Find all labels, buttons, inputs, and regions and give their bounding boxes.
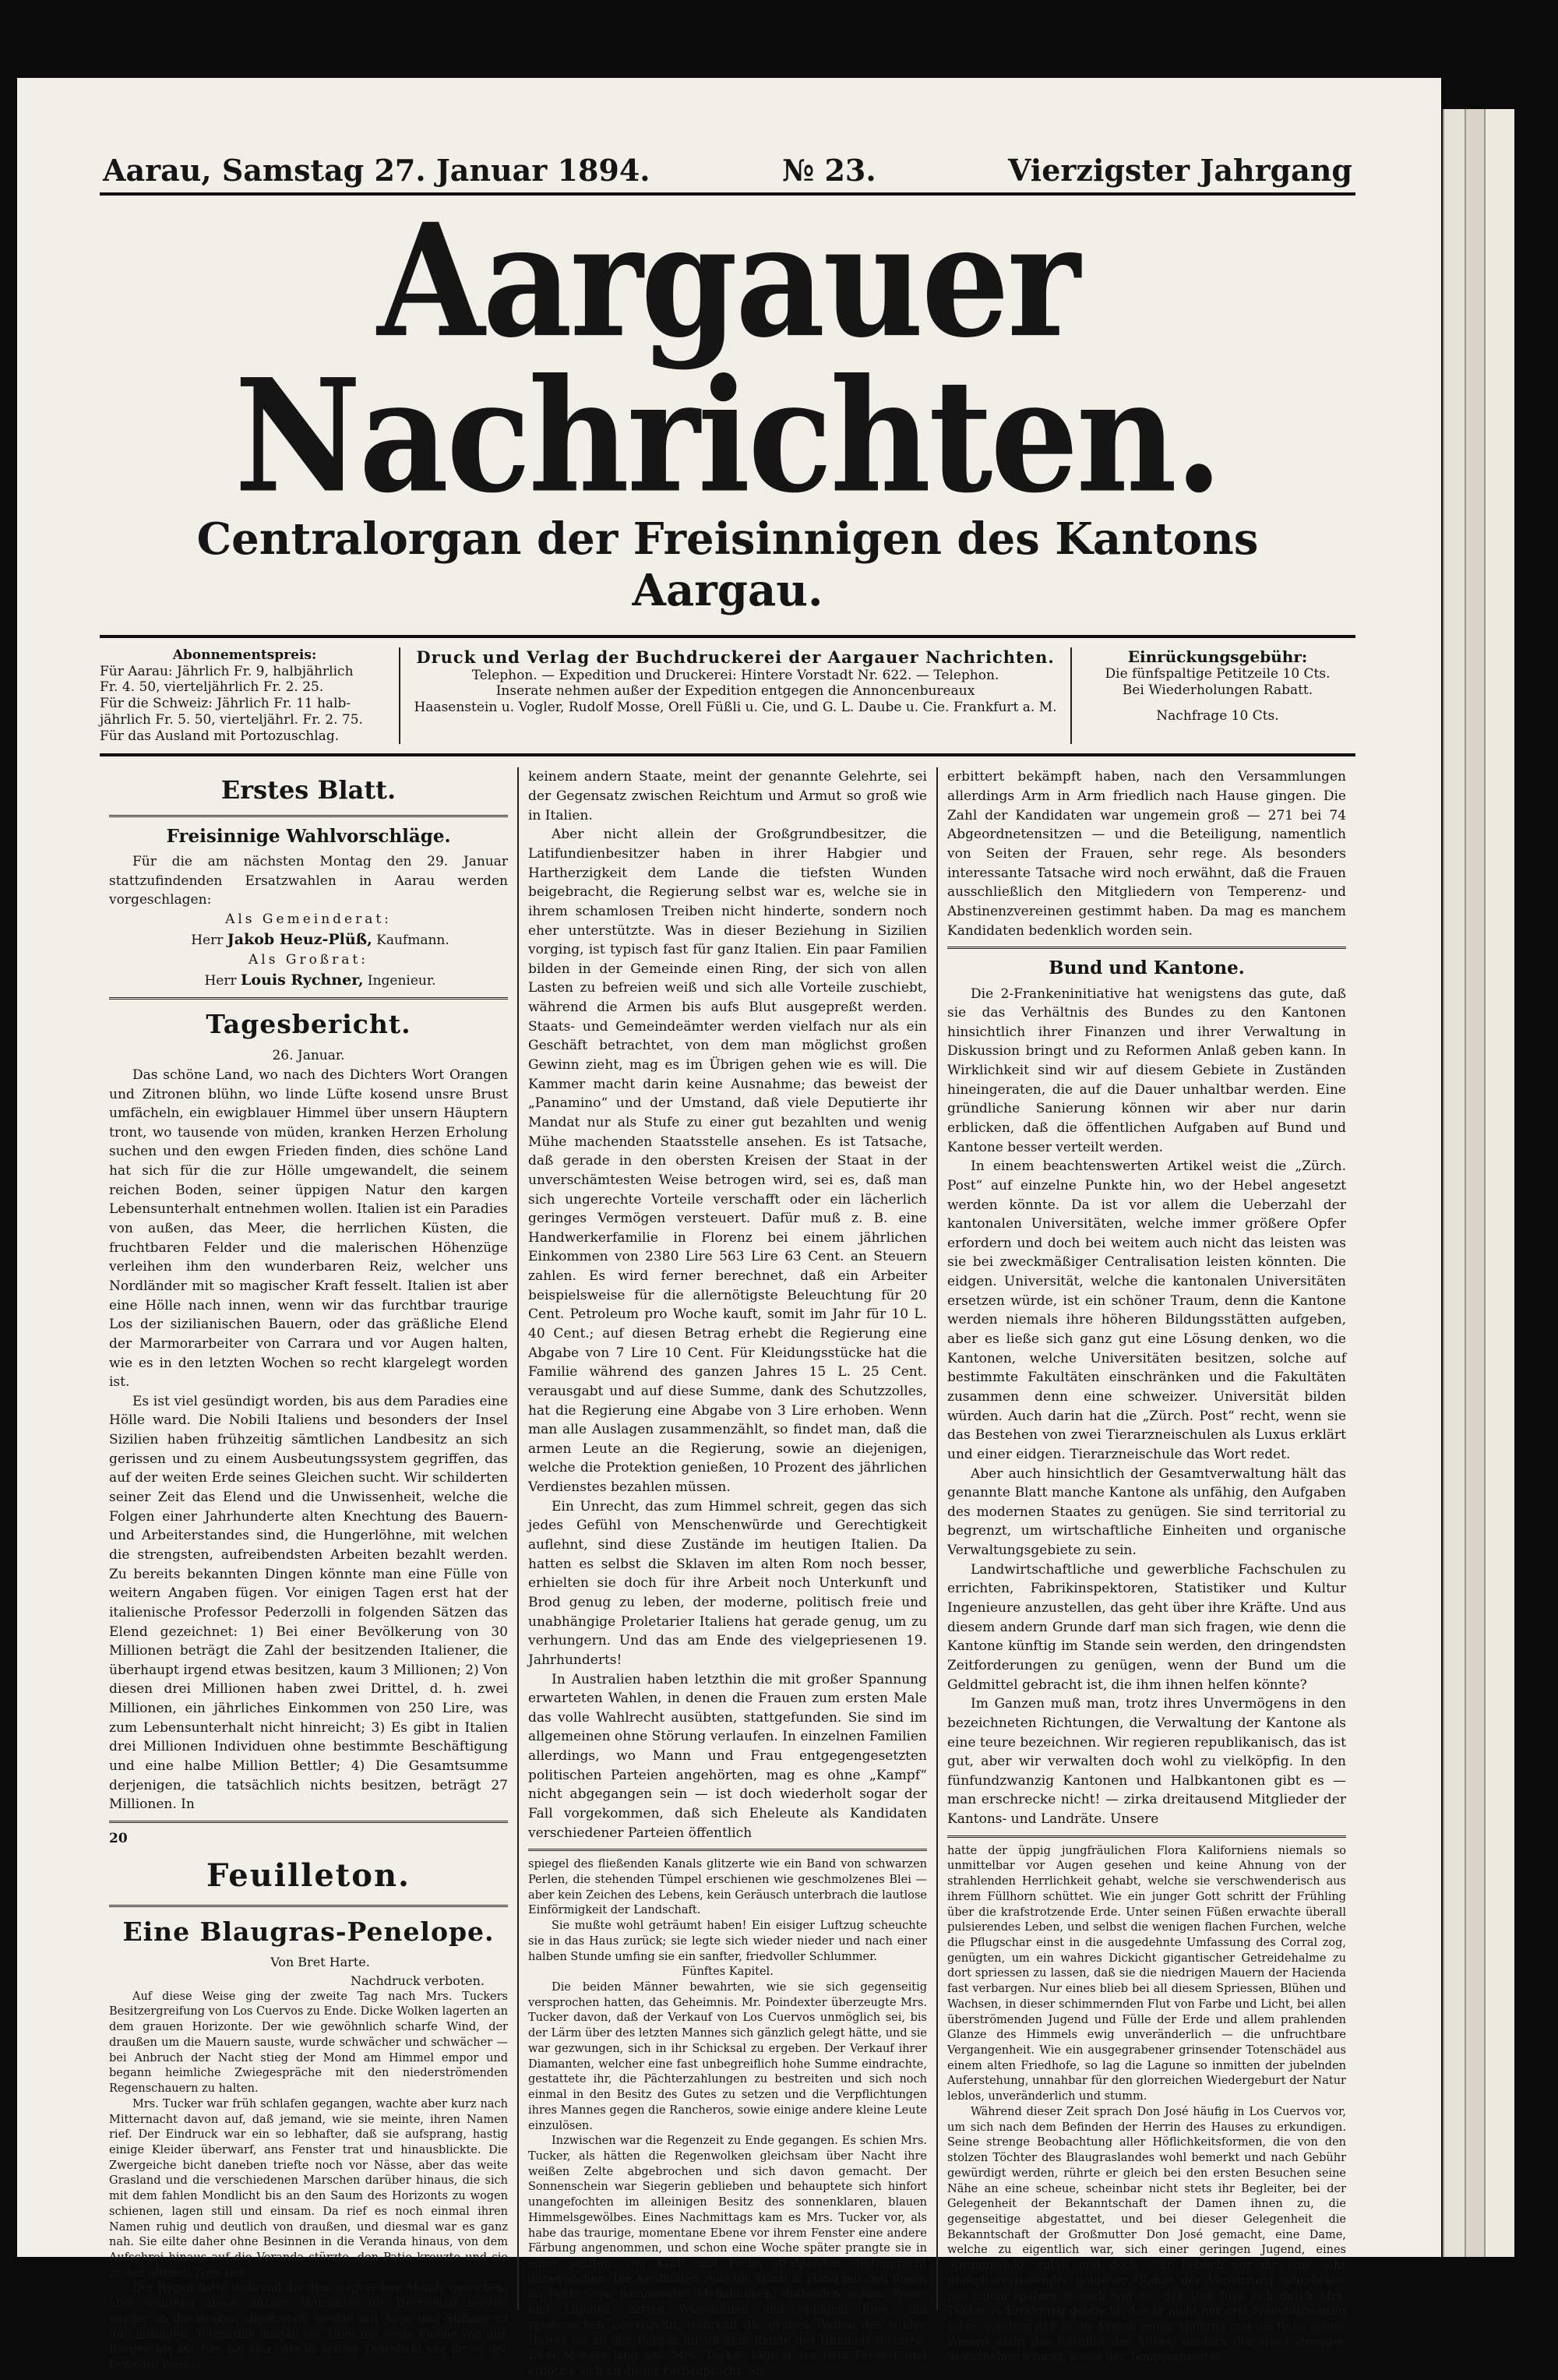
paragraph: Landwirtschaftliche und gewerbliche Fachschulen zu errichten, Fabrikinspektoren, Statistiker und Kultur Ingenieure anzustellen, das geht über ihre Kräfte. Und aus diesem andern Grunde darf man sich fragen, wie denn die Kantone künftig im Stande sein werden, den dringendsten Zeitforderungen zu genügen, wenn der Bund um die Geldmittel gebracht ist, die ihm ihnen helfen könnte? <box>947 1561 1346 1693</box>
advert-fee-title: Einrückungsgebühr: <box>1127 647 1308 666</box>
subscription-title: Abonnementspreis: <box>172 647 317 663</box>
paragraph: Ein Unrecht, das zum Himmel schreit, gegen das sich jedes Gefühl von Menschenwürde und Gerechtigkeit auflehnt, sind diese Zustände im heutigen Italien. Da hatten es selbst die Sklaven im alten Rom noch besser, erhielten sie doch für ihre Arbeit noch Unterkunft und Brod genug zu leben, der moderne, politisch freie und unabhängige Proletarier Italiens hat gerade genug, um zu verhungern. Und das am Ende des vielgepriesenen 19. Jahrhunderts! <box>528 1498 927 1668</box>
subscription-line: Fr. 4. 50, vierteljährlich Fr. 2. 25. <box>100 679 324 696</box>
publisher-info <box>399 647 1072 744</box>
paragraph: Auf diese Weise ging der zweite Tag nach Mrs. Tuckers Besitzergreifung von Los Cuervos zu Ende. Dicke Wolken lagerten an dem grauen Horizonte. Der wie gewöhnlich scharfe Wind, der draußen um die Mauern sauste, wurde schwächer und schwächer — bei Anbruch der Nacht stieg der Mond am Himmel empor und begann heimliche Zwiegespräche mit den niederströmenden Regenschauern zu halten. <box>109 1990 508 2096</box>
paragraph: Die 2-Frankeninitiative hat wenigstens das gute, daß sie das Verhältnis des Bundes zu den Kantonen hinsichtlich ihrer Finanzen und ihrer Verwaltung in Diskussion bringt und zu Reformen Anlaß geben kann. In Wirklichkeit sind wir auf diesem Gebiete in Zuständen hineingeraten, die auf die Dauer unhaltbar werden. Eine gründliche Sanierung können wir aber nur darin erblicken, daß die öffentlichen Aufgaben auf Bund und Kantone besser verteilt werden. <box>947 985 1346 1155</box>
subscription-line: jährlich Fr. 5. 50, vierteljährl. Fr. 2. 75. <box>100 711 363 728</box>
candidate-name: Louis Rychner, <box>241 971 364 989</box>
subscription-line: Für Aarau: Jährlich Fr. 9, halbjährlich <box>100 663 354 679</box>
paragraph: hatte der üppig jungfräulichen Flora Kaliforniens niemals so unmittelbar vor Augen gesehen und keine Ahnung von der strahlenden Herrlichkeit gehabt, welche sie verschwenderisch aus ihrem Füllhorn schüttet. Wie ein junger Gott schritt der Frühling über die krafstrotzende Erde. Unter seinen Füßen erwachte überall pulsierendes Leben, und selbst die wenigen flachen Furchen, welche die Pflugschar einst in die ausgedehnte Umfassung des Corral zog, genügten, um ein wahres Dickicht gigantischer Getreidehalme zu dort spriessen zu lassen, daß sie die niedrigen Mauern der Hacienda fast verbargen. Nur eines blieb bei all diesem Spriessen, Blühen und Wachsen, in dieser schimmernden Flut von Farbe und Licht, bei allen überströmenden Jugend und Fülle der Erde und allem prahlenden Glanze des Himmels ewig unveränderlich — die unfruchtbare Vergangenheit. Wie ein ausgegrabener grinsender Totenschädel aus einem alten Friedhofe, so lag die Lagune so inmitten der jubelnden Auferstehung, unnahbar für den glorreichen Wiedergeburt der Natur leblos, unveränderlich und stumm. <box>947 1844 1346 2103</box>
page-number: 20 <box>109 1830 128 1846</box>
paragraph: Im Ganzen muß man, trotz ihres Unvermögens in den bezeichneten Richtungen, die Verwaltung der Kantone als eine teure bezeichnen. Wir regieren republikanisch, das ist gut, aber wir verwalten doch wohl zu vielköpfig. In den fünfundzwanzig Kantonen und Halbkantonen gibt es — man erschrecke nicht! — zirka dreitausend Mitglieder der Kantons- und Landräte. Unsere <box>947 1696 1346 1828</box>
paragraph: In einem beachtenswerten Artikel weist die „Zürch. Post“ auf einzelne Punkte hin, wo der Hebel angesetzt werden könnte. Da ist vor allem die Ueberzahl der kantonalen Universitäten, welche immer größere Opfer erfordern und doch bei weitem auch nicht das leisten was sie bei zweckmäßiger Centralisation leisten könnten. Die eidgen. Universität, welche die kantonalen Universitäten ersetzen würde, ist ein schöner Traum, denn die Kantone werden niemals ihre höheren Bildungsstätten aufgeben, aber es ließe sich ganz gut eine Lösung denken, wo die Kantonen, welche Universitäten besitzen, solche auf bestimmte Fakultäten einschränken und die Fakultäten zusammen denn eine schweizer. Universität bilden würden. Auch darin hat die „Zürch. Post“ recht, wenn sie das Bestehen von zwei Tierarzneischulen als Luxus erklärt und einer eidgen. Tierarzneischule das Wort redet. <box>947 1158 1346 1462</box>
publisher-title: Druck und Verlag der Buchdruckerei der Aargauer Nachrichten. <box>416 647 1055 667</box>
subscription-line: Für das Ausland mit Portozuschlag. <box>100 728 340 744</box>
candidate <box>109 929 508 951</box>
advert-fee-line: Nachfrage 10 Cts. <box>1156 707 1279 724</box>
article-date: 26. Januar. <box>272 1048 345 1064</box>
publisher-line: Inserate nehmen außer der Expedition entgegen die Annoncenbureaux <box>495 683 975 700</box>
paragraph: In Australien haben letzthin die mit großer Spannung erwarteten Wahlen, in denen die Frauen zum ersten Male das volle Wahlrecht ausübten, stattgefunden. Sie sind im allgemeinen ohne Störung verlaufen. In einzelnen Familien allerdings, wo Mann und Frau entgegengesetzten politischen Parteien angehörten, mag es ohne „Kampf“ nicht abgegangen sein — ist doch wiederholt sogar der Fall vorgekommen, daß sich Eheleute als Kandidaten verschiedener Parteien öffentlich <box>528 1671 927 1841</box>
paragraph: Während dieser Zeit sprach Don José häufig in Los Cuervos vor, um sich nach dem Befinden der Herrin des Hauses zu erkundigen. Seine strenge Beobachtung aller Höflichkeitsformen, die von den stolzen Töchter des Blaugraslandes wohl bemerkt und nach Gebühr gewürdigt werden, rührte er gleich bei den ersten Besuchen seine Nähe an eine scheue, scheinbar nicht stets ihr Begleiter, bei der Gelegenheit der Bekanntschaft der Damen ihnen zu, die gegenseitige abgestattet, und bei dieser Gelegenheit die Bekanntschaft der Großmutter Don José gemacht, eine Dame, welche zu eigentlich war, sich einer geringen Jugend, eines Springinsfeld, zufaß und doch sehr lieblich vor ihr eine sehr phosphoreszierender goldener Glanze der Verwirrung schmückte. Bei einem spätern Besuch war es, daß Don José sich durch Mrs. Tucker in Erfahrung gebracht, das er nicht nur erst zweiundzwanzig Jahre, sondern daß er die Ernste seiner Haltung und die Ruhe seines Wesens nicht das Resultat des Alters, sondern der eines strengen Selbstbeherrschung, sowie des Temperamentes <box>947 2105 1346 2364</box>
paragraph: Die beiden Männer bewahrten, wie sie sich gegenseitig versprochen hatten, das Geheimnis. Mr. Poindexter überzeugte Mrs. Tucker davon, daß der Verkauf von Los Cuervos unmöglich sei, bis der Lärm über des letzten Mannes sich gänzlich gelegt hätte, und sie war gezwungen, sich in ihr Schicksal zu ergeben. Der Verkauf ihrer Diamanten, welcher eine fast unbegreiflich hohe Summe eindrachte, gestattete ihr, die Pächterzahlungen zu bestreiten und sich noch einmal in den Besitz des Gutes zu setzen und die Verpflichtungen ihres Mannes gegen die Rancheros, sowie einige andere kleine Leute einzulösen. <box>528 1981 927 2132</box>
chapter-heading: Fünftes Kapitel. <box>682 1966 774 1979</box>
article-columns <box>100 767 1355 2378</box>
paragraph: Aber nicht allein der Großgrundbesitzer, die Latifundienbesitzer haben in ihrer Habgier und Hartherzigkeit dem Lande die tiefsten Wunden beigebracht, die Regierung selbst war es, welche sie in ihrem schamlosen Treiben nicht hinderte, sondern noch eher unterstützte. Was in dieser Beziehung in Sizilien vorging, ist typisch fast für ganz Italien. Ein paar Familien bilden in der Gemeinde einen Ring, der sich von allen Lasten zu befreien weiß und sich alle Vorteile zuschiebt, während die Armen bis aufs Blut ausgepreßt werden. Staats- und Gemeindeämter werden vielfach nur als ein Geschäft betrachtet, von dem man möglichst großen Gewinn zieht, mag es im Übrigen gehen wie es will. Die Kammer macht darin keine Ausnahme; das beweist der „Panamino“ und der Umstand, daß viele Deputierte ihr Mandat nur als Stufe zu einer gut bezahlten und wenig Mühe machenden Staatsstelle ansehen. Es ist Tatsache, daß gerade in den obersten Kreisen der Staat in der unverschämtesten Weise betrogen wird, sei es, daß man sich ungerechte Vorteile verschafft oder ein lächerlich geringes Vermögen versteuert. Dafür muß z. B. eine Handwerkerfamilie in Florenz bei einem jährlichen Einkommen von 2380 Lire 563 Lire 63 Cent. an Steuern zahlen. Es wird ferner berechnet, daß ein Arbeiter beispielsweise für die allernötigste Beleuchtung für 20 Cent. Petroleum pro Woche kauft, somit im Jahr für 10 L. 40 Cent.; auf diesen Betrag erhebt die Regierung eine Abgabe von 7 Lire 10 Cent. Für Kleidungsstücke hat die Familie während des ganzen Jahres 15 L. 25 Cent. verausgabt und auf diese Summe, dank des Schutzzolles, hat die Regierung eine Abgabe von 3 Lire erhoben. Wenn man alle Auslagen zusammenzählt, so findet man, daß die armen Leute an die Regierung, sowie an diejenigen, welche die Protektion genießen, 10 Prozent des jährlichen Verdienstes bezahlen müssen. <box>528 827 927 1496</box>
feuilleton-title: Feuilleton. <box>206 1856 411 1894</box>
story-author: Von Bret Harte. <box>270 1955 370 1970</box>
reprint-notice: Nachdruck verboten. <box>350 1973 485 1988</box>
page-content <box>100 153 1355 2378</box>
masthead-title: Aargauer Nachrichten. <box>234 189 1221 527</box>
office-label: Als Gemeinderat: <box>225 911 392 928</box>
divider <box>109 1905 508 1907</box>
newspaper-page <box>17 78 1441 2378</box>
column-3 <box>936 767 1355 2364</box>
feuilleton-text <box>109 1990 508 2374</box>
info-bar <box>100 635 1355 756</box>
publisher-line: Telephon. — Expedition und Druckerei: Hintere Vorstadt Nr. 622. — Telephon. <box>471 667 999 683</box>
paragraph: spiegel des fließenden Kanals glitzerte wie ein Band von schwarzen Perlen, die stehenden Tümpel erschienen wie geschmolzenes Blei — aber kein Zeichen des Lebens, kein Geräusch unterbrach die lautlose Einförmigkeit der Landschaft. <box>528 1858 927 1917</box>
paragraph: Sie mußte wohl geträumt haben! Ein eisiger Luftzug scheuchte sie in das Haus zurück; sie legte sich wieder nieder und nach einer halben Stunde umfing sie ein sanfter, friedvoller Schlummer. <box>528 1920 927 1963</box>
column-1 <box>100 767 517 2372</box>
article-title: Tagesbericht. <box>206 1009 411 1040</box>
article-title: Freisinnige Wahlvorschläge. <box>166 825 451 847</box>
divider <box>947 947 1346 949</box>
candidate-job: Ingenieur. <box>367 972 436 989</box>
paragraph: Aber auch hinsichtlich der Gesamtverwaltung hält das genannte Blatt manche Kantone als unfähig, den Aufgaben des modernen Staates zu genügen. Sie sind territorial zu begrenzt, um wirtschaftliche Einheiten und organische Verwaltungsgebiete zu sein. <box>947 1465 1346 1559</box>
candidate-prefix: Herr <box>204 972 237 989</box>
subscription-info <box>100 647 399 744</box>
candidate-name: Jakob Heuz-Plüß, <box>227 930 372 948</box>
paragraph: Inzwischen war die Regenzeit zu Ende gegangen. Es schien Mrs. Tucker, als hätten die Regenwolken gleichsam über Nacht ihre weißen Zelte abgebrochen und sich davon gemacht. Der Sonnenschein war Siegerin geblieben und behauptete sich hinfort unangefochten im alleinigen Besitz des sonnenklaren, blauen Himmelsgewölbes. Eines Nachmittags kam es Mrs. Tucker vor, als habe das traurige, momentane Ebene vor ihrem Fenster eine andere Färbung angenommen, und schon eine Woche später prangte sie in einer sanften, von Kraft und Farbe strahlenden Blütenpracht ohnegleichen. Die Senfblüten reichten Hand in Hand mit den Rosen an Felder von flammenden Mohnblumen, duftenden wilden Rosen und Lupinen, zarten Wasserlilien und üppigem Klee, und spielerischen Löwenzahn, während die grünen Wellen des wilden Hafers bis zu den Bergen hinauf zum Rande des Himmels reichten. Zwei Monate lang saß Mrs. Tucker täglich vor dem Fenster und ergötzte sich an dieser Farbenpracht. Sie <box>528 2135 927 2378</box>
office-label: Als Großrat: <box>249 952 368 968</box>
paragraph: Es ist viel gesündigt worden, bis aus dem Paradies eine Hölle ward. Die Nobili Italiens und besonders der Insel Sizilien haben frühzeitig sämtlichen Landbesitz an sich gerissen und zu einem Ausbeutungssystem gegriffen, das auf der weiten Erde seines Gleichen sucht. Wir schilderten seiner Zeit das Elend und die Unwissenheit, welche die Folgen einer Jahrhunderte alten Knechtung des Bauern- und Arbeiterstandes sind, die Hungerlöhne, mit welchen die strengsten, aufreibendsten Arbeiten bezahlt werden. Zu bereits bekannten Dingen könnte man eine Fülle von weitern Angaben fügen. Vor einigen Tagen erst hat der italienische Professor Pederzolli in folgenden Sätzen das Elend gezeichnet: 1) Bei einer Bevölkerung von 30 Millionen beträgt die Zahl der besitzenden Italiener, die überhaupt irgend etwas besitzen, kaum 3 Millionen; 2) Von diesen drei Millionen haben zwei Drittel, d. h. zwei Millionen, ein jährliches Einkommen von 250 Lire, was zum Lebensunterhalt nicht hinreicht; 3) Es gibt in Italien drei Millionen Individuen ohne bestimmte Beschäftigung und eine halbe Million Bettler; 4) Die Gesamtsumme derjenigen, die tatsächlich nichts besitzen, beträgt 27 Millionen. In <box>109 1393 508 1813</box>
page-edge <box>1484 109 1514 2257</box>
column-2 <box>517 767 936 2378</box>
advert-fee-line: Die fünfspaltige Petitzeile 10 Cts. <box>1105 666 1331 682</box>
divider <box>947 1835 1346 1838</box>
publisher-line: Haasenstein u. Vogler, Rudolf Mosse, Orell Füßli u. Cie, und G. L. Daube u. Cie. Frankfurt a. M. <box>414 700 1057 716</box>
divider <box>109 1821 508 1823</box>
feuilleton-text <box>528 1857 927 2379</box>
candidate <box>109 970 508 992</box>
year-label: Vierzigster Jahrgang <box>1007 153 1352 188</box>
place-date: Aarau, Samstag 27. Januar 1894. <box>103 153 650 188</box>
article-title: Bund und Kantone. <box>1049 957 1245 979</box>
paragraph: keinem andern Staate, meint der genannte Gelehrte, sei der Gegensatz zwischen Reichtum und Armut so groß wie in Italien. <box>528 769 927 823</box>
story-title: Eine Blaugras-Penelope. <box>122 1916 495 1947</box>
candidate-job: Kaufmann. <box>376 932 449 948</box>
issue-number: № 23. <box>781 153 876 188</box>
section-title: Erstes Blatt. <box>220 775 397 806</box>
candidate-prefix: Herr <box>191 932 224 948</box>
paragraph: erbittert bekämpft haben, nach den Versammlungen allerdings Arm in Arm friedlich nach Hause gingen. Die Zahl der Kandidaten war ungemein groß — 271 bei 74 Abgeordnetensitzen — und die Beteiligung, namentlich von Seiten der Frauen, sehr rege. Als besonders interessante Tatsache wird noch erwähnt, daß die Frauen ausschließlich den Mitgliedern von Temperenz- und Abstinenzvereinen gestimmt haben. Da mag es manchem Kandidaten bedenklich worden sein. <box>947 769 1346 939</box>
feuilleton-text <box>947 1844 1346 2366</box>
paragraph: Das schöne Land, wo nach des Dichters Wort Orangen und Zitronen blühn, wo linde Lüfte kosend unsre Brust umfächeln, ein ewigblauer Himmel über unsern Häuptern tront, wo tausende von müden, kranken Herzen Erholung suchen und den ewgen Frieden finden, dies schöne Land hat sich für die zur Hölle umgewandelt, die seinem reichen Boden, seiner üppigen Natur den kargen Lebensunterhalt entnehmen wollen. Italien ist ein Paradies von außen, das Meer, die herrlichen Küsten, die fruchtbaren Felder und die malerischen Höhenzüge verleihen ihm den wunderbaren Reiz, welcher uns Nordländer mit so magischer Kraft fesselt. Italien ist aber eine Hölle nach innen, wenn wir das furchtbar traurige Los der sizilianischen Bauern, oder das gräßliche Elend der Marmorarbeiter von Carrara und vor Augen halten, wie es in den letzten Wochen so recht klargelegt worden ist. <box>109 1067 508 1391</box>
divider <box>109 997 508 1000</box>
advert-fee-info <box>1072 647 1355 744</box>
divider <box>109 815 508 817</box>
paragraph: Für die am nächsten Montag den 29. Januar stattzufindenden Ersatzwahlen in Aarau werden vorgeschlagen: <box>109 854 508 908</box>
subscription-line: Für die Schweiz: Jährlich Fr. 11 halb- <box>100 696 351 712</box>
masthead-subtitle: Centralorgan der Freisinnigen des Kantons Aargau. <box>196 513 1259 616</box>
advert-fee-line: Bei Wiederholungen Rabatt. <box>1122 682 1313 699</box>
paragraph: Mrs. Tucker war früh schlafen gegangen, wachte aber kurz nach Mitternacht davon auf, daß jemand, wie sie meinte, ihren Namen rief. Der Eindruck war ein so lebhafter, daß sie aufsprang, hastig einige Kleider überwarf, ans Fenster trat und hinausblickte. Die Zwergeiche bicht daneben triefte noch vor Nässe, aber das weite Grasland und die verschiedenen Marschen darüber hinaus, die sich mit dem fahlen Mondlicht bis an den Saum des Horizonts zu wogen schienen, lagen still und einsam. Da rief es noch einmal ihren Namen ruhig und deutlich von draußen, und diesmal war es ganz nah. Sie eilte daher ohne Besinnen in die Veranda hinaus, von dem Aufschrei hinaus auf die Veranda stürzte, den Patio kreuzte und sie in den offenen Zore tief. <box>109 2097 508 2280</box>
paragraph: Der Regen hatte während die dem siegreichen Monde gewichen, aber während dieses kurzen Momentes die Herrschaft bereits wieder an die Wolken abgetreten, so daß mit Auge und Stimme zu durchdringen. Totenstille umgab sie. Über die weite Fläche von den Bergen bis zur See lag klar, wie in hellem Tageslicht vor ihr — der bewegte Wasser- <box>109 2282 508 2372</box>
divider <box>528 1849 927 1851</box>
